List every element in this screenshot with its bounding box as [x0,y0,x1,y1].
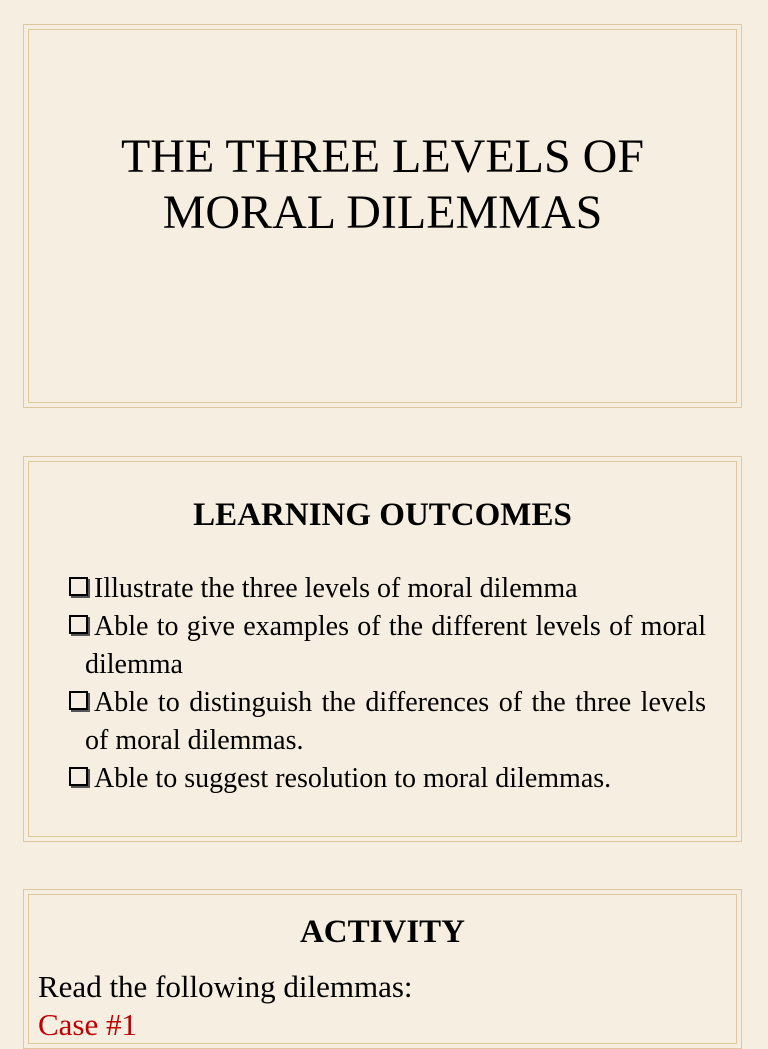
list-item [69,608,706,684]
learning-outcomes-slide [23,456,742,842]
slide-title [24,129,741,241]
outcome-text: Able to give examples of the different levels of moral dilemma [85,611,706,680]
list-item [69,570,706,608]
activity-instruction: Read the following dilemmas: [38,969,413,1004]
list-item [69,760,706,798]
activity-slide [23,889,742,1049]
title-slide [23,24,742,408]
list-item [69,684,706,760]
outcome-text: Able to distinguish the differences of the three levels of moral dilemmas. [85,687,706,756]
slide-heading: ACTIVITY [299,914,466,950]
checkbox-square-icon [69,767,88,786]
outcomes-list [69,570,706,798]
slide-heading: LEARNING OUTCOMES [193,497,572,533]
case-label: Case #1 [38,1007,138,1042]
outcome-text: Able to suggest resolution to moral dilemmas. [94,763,612,794]
checkbox-square-icon [69,577,88,596]
outcome-text: Illustrate the three levels of moral dilemma [94,573,578,604]
title-line-2: MORAL DILEMMAS [162,186,603,239]
checkbox-square-icon [69,691,88,710]
title-line-1: THE THREE LEVELS OF [120,130,645,183]
checkbox-square-icon [69,615,88,634]
